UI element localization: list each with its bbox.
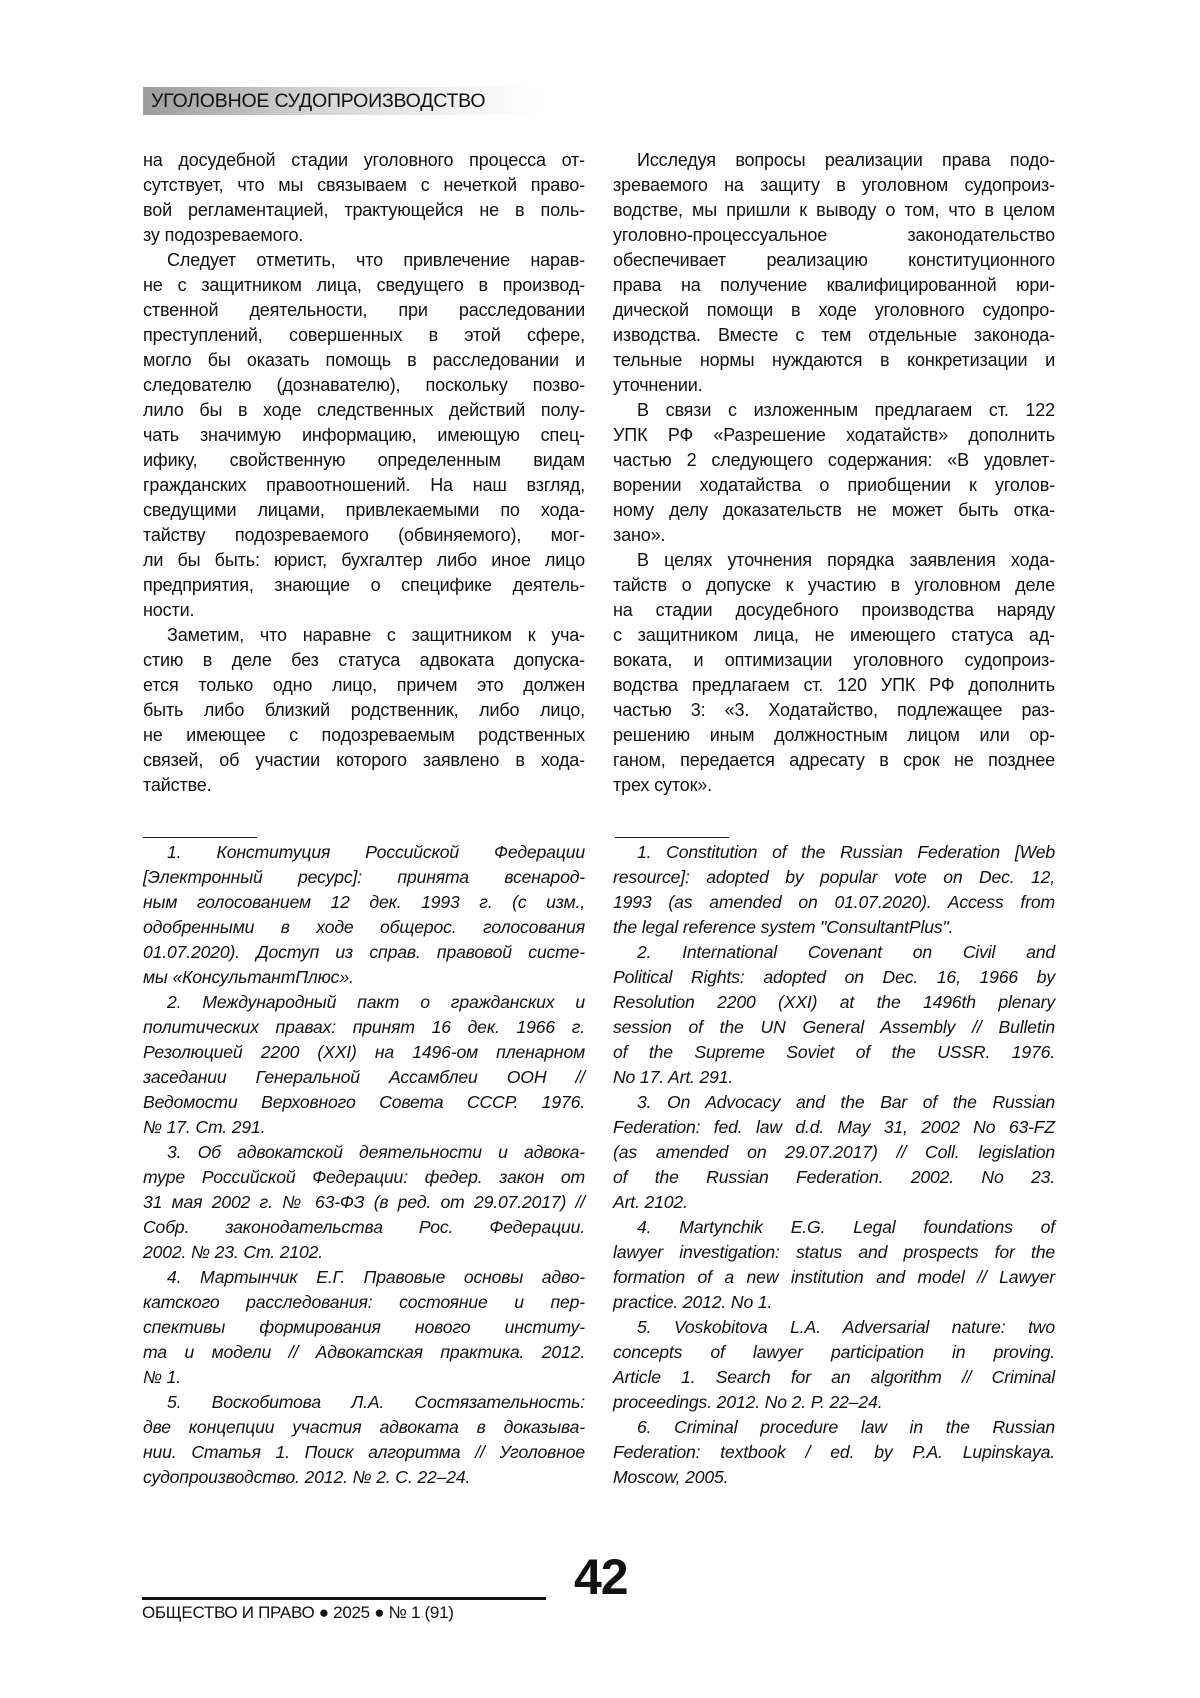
text-line: 3. On Advocacy and the Bar of the Russian [613,1090,1055,1115]
text-line: 01.07.2020). Доступ из справ. правовой систе- [143,940,585,965]
text-line: formation of a new institution and model // Lawyer [613,1265,1055,1290]
text-line: сутствует, что мы связываем с нечеткой право- [143,173,585,198]
footnote-item [613,1315,1055,1415]
text-line: уголовно-процессуальное законодательство [613,223,1055,248]
paragraph [613,398,1055,548]
text-line: частью 2 следующего содержания: «В удовлет- [613,448,1055,473]
text-line: преступлений, совершенных в этой сфере, [143,323,585,348]
text-line: 2. Международный пакт о гражданских и [143,990,585,1015]
text-line: 6. Criminal procedure law in the Russian [613,1415,1055,1440]
text-line: № 1. [143,1365,585,1390]
text-line: Federation: textbook / ed. by P.A. Lupinskaya. [613,1440,1055,1465]
text-line: обеспечивает реализацию конституционного [613,248,1055,273]
paragraph [143,248,585,623]
text-line: practice. 2012. No 1. [613,1290,1055,1315]
footnote-item [143,840,585,990]
text-line: судопроизводство. 2012. № 2. С. 22–24. [143,1465,585,1490]
body-column-left [143,148,585,798]
text-line: Ведомости Верховного Совета СССР. 1976. [143,1090,585,1115]
text-line: Следует отметить, что привлечение нарав- [143,248,585,273]
text-line: предприятия, знающие о специфике деятель- [143,573,585,598]
text-line: ности. [143,598,585,623]
text-line: ворении ходатайства о приобщении к уголов- [613,473,1055,498]
paragraph [613,548,1055,798]
text-line: с защитником лица, не имеющего статуса ад- [613,623,1055,648]
text-line: 31 мая 2002 г. № 63-ФЗ (в ред. от 29.07.2017) // [143,1190,585,1215]
text-line: политических правах: принят 16 дек. 1966 г. [143,1015,585,1040]
text-line: водства предлагаем ст. 120 УПК РФ дополнить [613,673,1055,698]
text-line: 4. Мартынчик Е.Г. Правовые основы адво- [143,1265,585,1290]
text-line: concepts of lawyer participation in proving. [613,1340,1055,1365]
text-line: № 17. Ст. 291. [143,1115,585,1140]
text-line: Resolution 2200 (XXI) at the 1496th plenary [613,990,1055,1015]
text-line: зреваемого на защиту в уголовном судопроиз- [613,173,1055,198]
page-number: 42 [574,1548,628,1606]
footnote-item [613,840,1055,940]
text-line: В целях уточнения порядка заявления хода- [613,548,1055,573]
text-line: воката, и оптимизации уголовного судопроиз- [613,648,1055,673]
text-line: мы «КонсультантПлюс». [143,965,585,990]
text-line: лило бы в ходе следственных действий полу- [143,398,585,423]
text-line: не с защитником лица, сведущего в производ- [143,273,585,298]
footnote-item [613,940,1055,1090]
text-line: на стадии досудебного производства наряду [613,598,1055,623]
text-line: ственной деятельности, при расследовании [143,298,585,323]
text-line: 1993 (as amended on 01.07.2020). Access from [613,890,1055,915]
text-line: 1. Constitution of the Russian Federation [Web [613,840,1055,865]
text-line: ли бы быть: юрист, бухгалтер либо иное лицо [143,548,585,573]
text-line: тайств о допуске к участию в уголовном деле [613,573,1055,598]
paragraph [143,148,585,248]
text-line: (as amended on 29.07.2017) // Coll. legislation [613,1140,1055,1165]
footnote-item [613,1090,1055,1215]
text-line: Art. 2102. [613,1190,1055,1215]
text-line: водстве, мы пришли к выводу о том, что в целом [613,198,1055,223]
text-line: 3. Об адвокатской деятельности и адвока- [143,1140,585,1165]
text-line: сведущими лицами, привлекаемыми по хода- [143,498,585,523]
section-title: УГОЛОВНОЕ СУДОПРОИЗВОДСТВО [151,90,485,113]
text-line: No 17. Art. 291. [613,1065,1055,1090]
text-line: заседании Генеральной Ассамблеи ООН // [143,1065,585,1090]
text-line: Резолюцией 2200 (XXI) на 1496-ом пленарном [143,1040,585,1065]
text-line: ифику, свойственную определенным видам [143,448,585,473]
body-column-right [613,148,1055,798]
text-line: на досудебной стадии уголовного процесса от- [143,148,585,173]
text-line: lawyer investigation: status and prospects for the [613,1240,1055,1265]
footnote-item [143,1390,585,1490]
text-line: могло бы оказать помощь в расследовании и [143,348,585,373]
text-line: зано». [613,523,1055,548]
text-line: следователю (дознавателю), поскольку позво- [143,373,585,398]
text-line: нии. Статья 1. Поиск алгоритма // Уголовное [143,1440,585,1465]
text-line: решению иным должностным лицом или ор- [613,723,1055,748]
text-line: Political Rights: adopted on Dec. 16, 1966 by [613,965,1055,990]
footnote-separator-right [615,837,729,838]
text-line: Собр. законодательства Рос. Федерации. [143,1215,585,1240]
section-header [143,87,543,115]
footnote-separator-left [143,837,257,838]
footer-journal-info: ОБЩЕСТВО И ПРАВО ● 2025 ● № 1 (91) [142,1603,454,1623]
text-line: права на получение квалифицированной юри- [613,273,1055,298]
footnotes-russian [143,840,585,1490]
text-line: стию в деле без статуса адвоката допуска- [143,648,585,673]
text-line: не имеющее с подозреваемым родственных [143,723,585,748]
text-line: УПК РФ «Разрешение ходатайств» дополнить [613,423,1055,448]
text-line: session of the UN General Assembly // Bulletin [613,1015,1055,1040]
text-line: дической помощи в ходе уголовного судопро- [613,298,1055,323]
text-line: Federation: fed. law d.d. May 31, 2002 No 63-FZ [613,1115,1055,1140]
text-line: частью 3: «3. Ходатайство, подлежащее раз- [613,698,1055,723]
text-line: та и модели // Адвокатская практика. 2012. [143,1340,585,1365]
text-line: of the Supreme Soviet of the USSR. 1976. [613,1040,1055,1065]
text-line: Заметим, что наравне с защитником к уча- [143,623,585,648]
text-line: гражданских правоотношений. На наш взгляд, [143,473,585,498]
text-line: спективы формирования нового институ- [143,1315,585,1340]
text-line: of the Russian Federation. 2002. No 23. [613,1165,1055,1190]
text-line: связей, об участии которого заявлено в хода- [143,748,585,773]
footnote-item [613,1415,1055,1490]
text-line: одобренными в ходе общерос. голосования [143,915,585,940]
text-line: 1. Конституция Российской Федерации [143,840,585,865]
text-line: ному делу доказательств не может быть отка- [613,498,1055,523]
footnote-item [143,1140,585,1265]
text-line: 4. Martynchik E.G. Legal foundations of [613,1215,1055,1240]
text-line: 5. Воскобитова Л.А. Состязательность: [143,1390,585,1415]
paragraph [613,148,1055,398]
footnotes-english [613,840,1055,1490]
text-line: ным голосованием 12 дек. 1993 г. (с изм., [143,890,585,915]
text-line: 5. Voskobitova L.A. Adversarial nature: two [613,1315,1055,1340]
text-line: тельные нормы нуждаются в конкретизации и [613,348,1055,373]
text-line: две концепции участия адвоката в доказыва- [143,1415,585,1440]
text-line: Article 1. Search for an algorithm // Criminal [613,1365,1055,1390]
text-line: resource]: adopted by popular vote on Dec. 12, [613,865,1055,890]
text-line: Moscow, 2005. [613,1465,1055,1490]
text-line: the legal reference system "ConsultantPlus". [613,915,1055,940]
text-line: ганом, передается адресату в срок не позднее [613,748,1055,773]
text-line: В связи с изложенным предлагаем ст. 122 [613,398,1055,423]
text-line: 2. International Covenant on Civil and [613,940,1055,965]
text-line: тайстве. [143,773,585,798]
text-line: трех суток». [613,773,1055,798]
footer-rule [142,1597,546,1600]
text-line: proceedings. 2012. No 2. P. 22–24. [613,1390,1055,1415]
text-line: изводства. Вместе с тем отдельные законода- [613,323,1055,348]
text-line: тайству подозреваемого (обвиняемого), мог- [143,523,585,548]
text-line: уточнении. [613,373,1055,398]
footnote-item [143,990,585,1140]
text-line: катского расследования: состояние и пер- [143,1290,585,1315]
footnote-item [143,1265,585,1390]
paragraph [143,623,585,798]
text-line: Исследуя вопросы реализации права подо- [613,148,1055,173]
text-line: туре Российской Федерации: федер. закон от [143,1165,585,1190]
footnote-item [613,1215,1055,1315]
text-line: [Электронный ресурс]: принята всенарод- [143,865,585,890]
text-line: зу подозреваемого. [143,223,585,248]
text-line: ется только одно лицо, причем это должен [143,673,585,698]
text-line: быть либо близкий родственник, либо лицо, [143,698,585,723]
text-line: 2002. № 23. Ст. 2102. [143,1240,585,1265]
text-line: вой регламентацией, трактующейся не в поль- [143,198,585,223]
text-line: чать значимую информацию, имеющую спец- [143,423,585,448]
